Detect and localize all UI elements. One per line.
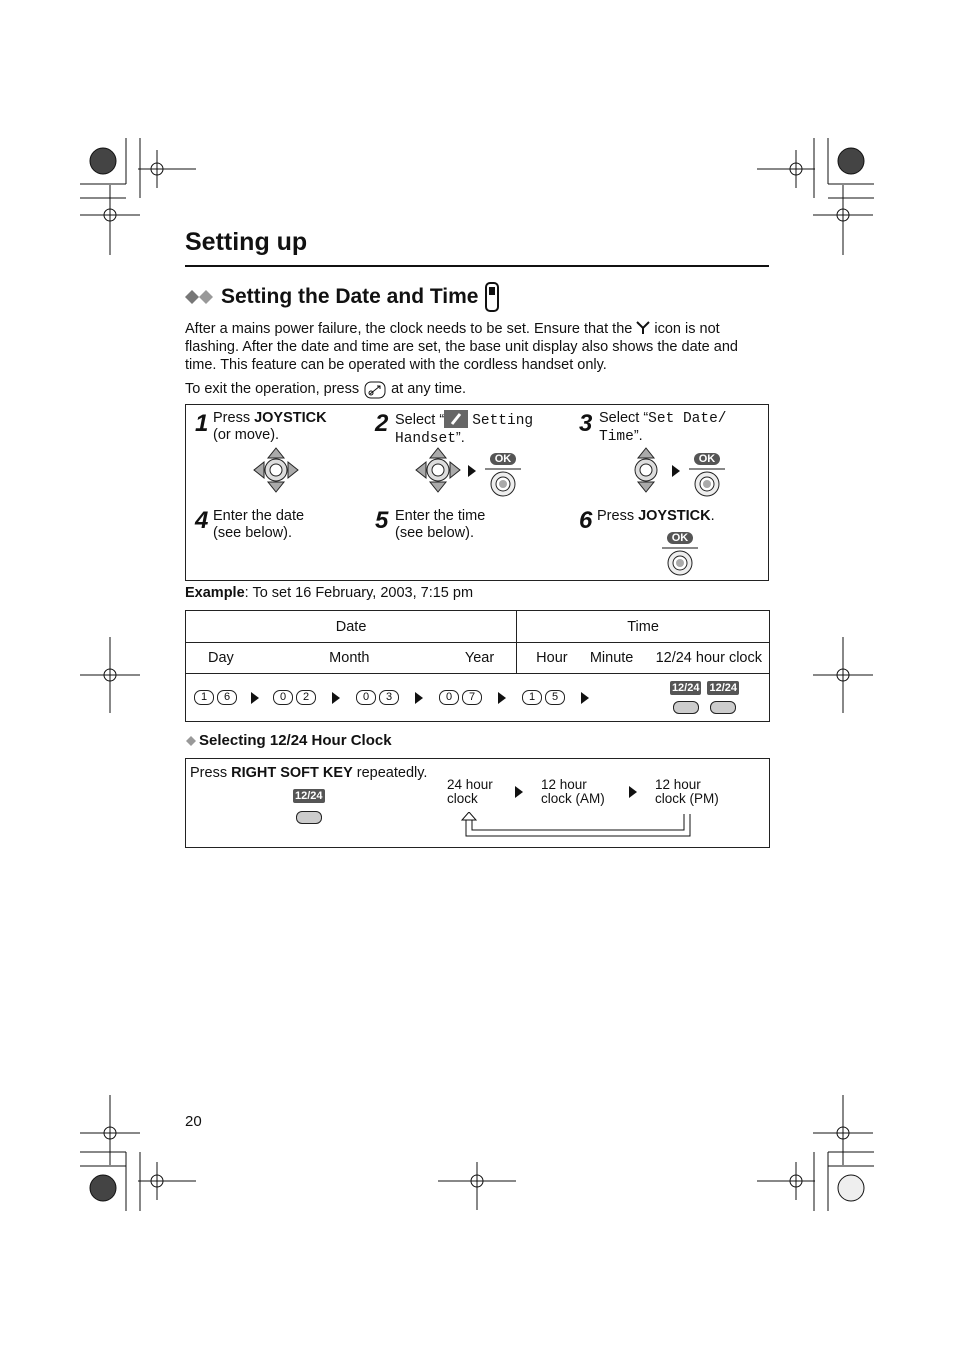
joystick-updown-icon [631, 447, 661, 493]
key-7: 7 [462, 690, 482, 705]
page-number: 20 [185, 1113, 202, 1130]
ok-label: OK [667, 532, 694, 544]
step-6-bold: JOYSTICK [638, 508, 711, 524]
arrow-right-icon [237, 692, 273, 704]
date-group-header: Date [186, 611, 517, 643]
clock-box [185, 758, 770, 848]
mode-24-hour [447, 778, 493, 806]
keypair-hour [439, 690, 482, 705]
keypair-year [356, 690, 399, 705]
joystick-icon [415, 447, 461, 493]
intro-text-a: After a mains power failure, the clock needs to be set. Ensure that the [185, 321, 633, 337]
softkey-12-24 [293, 789, 325, 824]
step-6-text-b: . [710, 508, 715, 524]
clock-instruction [190, 765, 427, 781]
right-soft-key-icon [673, 701, 699, 714]
step-4-text [213, 508, 304, 542]
clock-subheading [185, 732, 392, 749]
right-soft-key-icon [710, 701, 736, 714]
key-sequence-row [186, 674, 770, 722]
keypair-month [273, 690, 316, 705]
softkey-label: 12/24 [709, 682, 737, 694]
handset-icon [485, 282, 499, 312]
key-5: 5 [545, 690, 565, 705]
key-3: 3 [379, 690, 399, 705]
step-3-text [599, 410, 749, 446]
date-columns [186, 643, 517, 674]
step-6-number: 6 [579, 507, 593, 534]
key-sequence [186, 681, 769, 714]
ok-key [689, 449, 725, 502]
setting-handset-icon [444, 410, 468, 428]
step-3-text-a: Select “ [599, 410, 649, 426]
mode-24-line2: clock [447, 791, 478, 806]
page-title: Setting up [185, 228, 308, 256]
cycle-return-arrow [458, 812, 694, 838]
key-2: 2 [296, 690, 316, 705]
mode-am-line2: clock (AM) [541, 791, 605, 806]
clock-press-text: Press [190, 765, 232, 781]
step-6-text [597, 508, 715, 525]
key-1: 1 [194, 690, 214, 705]
right-soft-key-icon [296, 811, 322, 824]
column-month: Month [329, 650, 370, 666]
key-6: 6 [217, 690, 237, 705]
exit-text-a: To exit the operation, press [185, 381, 360, 397]
keypair-day [194, 690, 237, 705]
step-2-menu: Setting Handset [395, 413, 534, 447]
step-5-text-b: (see below). [395, 525, 474, 541]
step-2-text [395, 410, 560, 448]
intro-text-b: icon is not flashing. After the date and time are set, the base unit display also shows the date and time. This feature can be operated with the cordless handset only. [185, 321, 738, 373]
step-4-text-b: (see below). [213, 525, 292, 541]
step-5-text-a: Enter the time [395, 508, 486, 524]
time-column-labels [517, 650, 769, 666]
key-0: 0 [273, 690, 293, 705]
clock-press-bold: RIGHT SOFT KEY [231, 765, 353, 781]
column-minute: Minute [589, 650, 634, 666]
exit-instruction [185, 378, 466, 400]
exit-text-b: at any time. [391, 381, 467, 397]
intro-paragraph [185, 320, 769, 374]
column-hour: Hour [536, 650, 568, 666]
arrow-right-icon [629, 786, 637, 798]
column-year: Year [464, 650, 495, 666]
arrow-right-icon [672, 465, 680, 477]
date-column-labels [186, 650, 516, 666]
step-3-text-b: ”. [633, 428, 643, 444]
mode-12-am [541, 778, 605, 806]
time-columns [517, 643, 770, 674]
step-6-text-a: Press [597, 508, 639, 524]
ok-label: OK [490, 453, 517, 465]
arrow-right-icon [515, 786, 523, 798]
softkey-label: 12/24 [295, 790, 323, 802]
mode-am-line1: 12 hour [541, 777, 587, 792]
column-day: Day [208, 650, 234, 666]
off-key-icon [363, 378, 387, 400]
softkey-12-24-a [670, 681, 702, 714]
joystick-icon [253, 447, 299, 493]
ok-label: OK [694, 453, 721, 465]
step-2-text-a: Select “ [395, 412, 445, 428]
arrow-right-icon [316, 692, 356, 704]
antenna-icon [636, 321, 650, 334]
example-line [185, 585, 473, 601]
section-title: Setting the Date and Time [221, 285, 479, 308]
step-1-text [213, 410, 327, 444]
softkey-label: 12/24 [671, 682, 700, 694]
key-1: 1 [522, 690, 542, 705]
keypair-minute [522, 690, 565, 705]
ok-button-icon [662, 546, 698, 576]
steps-box [185, 404, 769, 581]
diamond-bullet-icon [185, 735, 197, 747]
step-4-number: 4 [195, 507, 209, 534]
mode-12-pm [655, 778, 719, 806]
step-1-bold: JOYSTICK [254, 410, 327, 426]
step-1-text-a: Press [213, 410, 255, 426]
diamond-bullets-icon [185, 290, 215, 304]
step-3-menu: Set Date/ Time [599, 411, 727, 445]
example-label: Example [185, 585, 245, 601]
key-0: 0 [356, 690, 376, 705]
step-2-number: 2 [375, 410, 389, 437]
step-2-text-b: ”. [455, 430, 465, 446]
column-clock: 12/24 hour clock [655, 650, 762, 666]
key-0: 0 [439, 690, 459, 705]
clock-press-after: repeatedly. [352, 765, 428, 781]
step-5-number: 5 [375, 507, 389, 534]
example-table [185, 610, 770, 722]
ok-key [662, 528, 698, 581]
time-group-header: Time [517, 611, 770, 643]
ok-button-icon [689, 467, 725, 497]
step-5-text [395, 508, 485, 542]
clock-subheading-text: Selecting 12/24 Hour Clock [199, 732, 392, 749]
arrow-right-icon [468, 465, 476, 477]
arrow-right-icon [399, 692, 439, 704]
arrow-right-icon [482, 692, 522, 704]
mode-24-line1: 24 hour [447, 777, 493, 792]
step-3-number: 3 [579, 410, 593, 437]
ok-button-icon [485, 467, 521, 497]
arrow-right-icon [565, 692, 605, 704]
mode-pm-line1: 12 hour [655, 777, 701, 792]
step-1-number: 1 [195, 410, 209, 437]
step-1-text-b: (or move). [213, 427, 280, 443]
softkey-12-24-b [707, 681, 739, 714]
step-4-text-a: Enter the date [213, 508, 305, 524]
ok-key [485, 449, 521, 502]
mode-pm-line2: clock (PM) [655, 791, 719, 806]
section-heading [185, 282, 499, 312]
title-rule [185, 265, 769, 267]
example-text: : To set 16 February, 2003, 7:15 pm [244, 585, 474, 601]
